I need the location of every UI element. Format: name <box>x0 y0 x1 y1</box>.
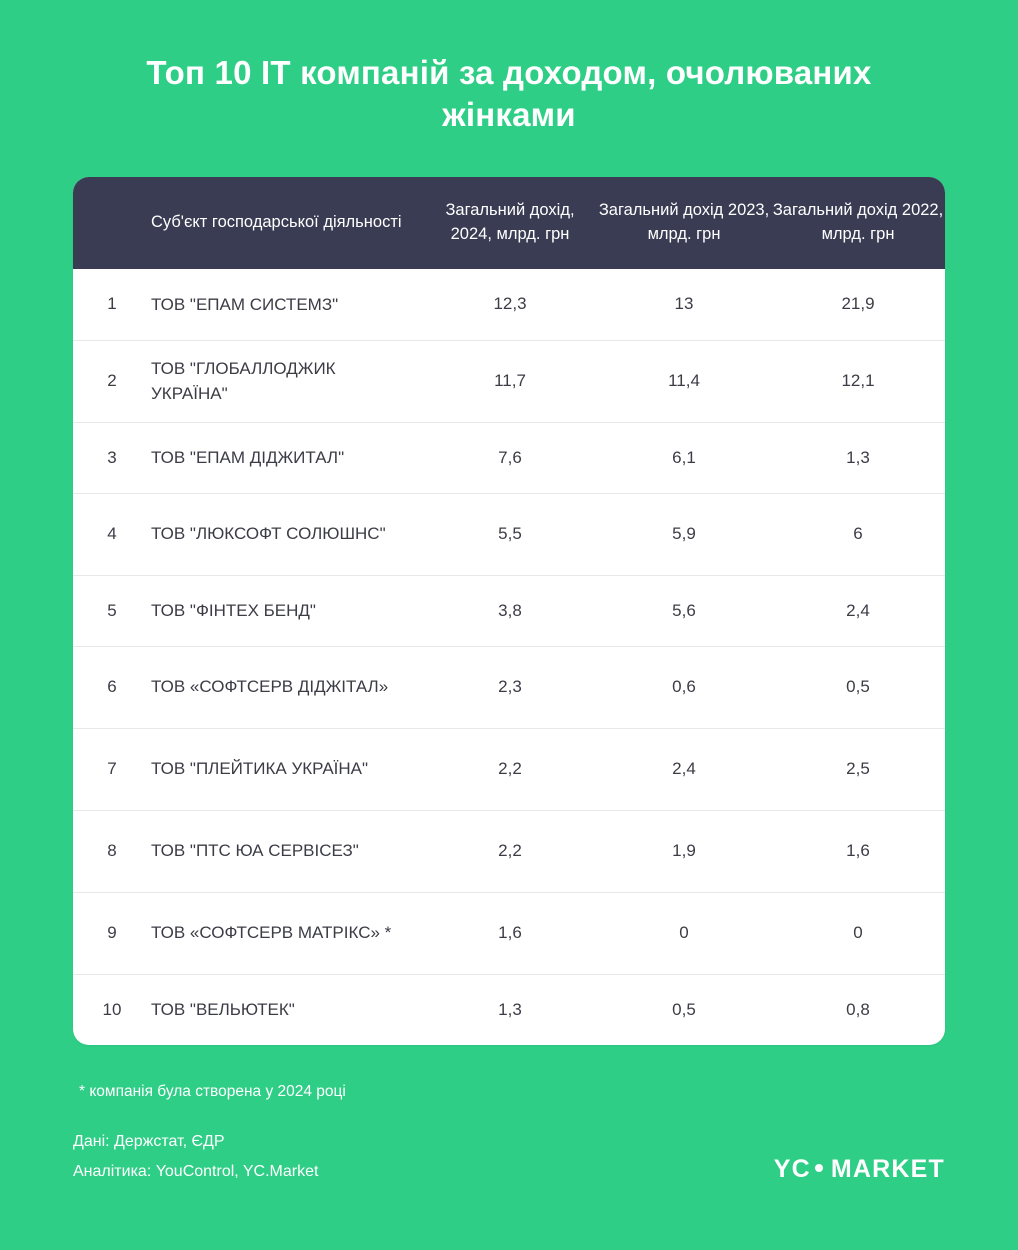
cell-rank: 1 <box>107 294 117 314</box>
cell-2022: 0 <box>853 923 863 942</box>
cell-2023: 0,5 <box>672 999 696 1019</box>
cell-company: ТОВ "ПТС ЮА СЕРВІСЕЗ" <box>151 841 359 861</box>
cell-2024: 12,3 <box>493 294 527 314</box>
table-row <box>73 340 945 422</box>
logo-dot-icon <box>815 1164 823 1172</box>
page-title: Топ 10 ІТ компаній за доходом, очолюваних жінками <box>146 54 872 133</box>
footer <box>73 1127 945 1186</box>
cell-2023: 2,4 <box>672 759 696 778</box>
cell-2023: 0,6 <box>672 677 696 696</box>
column-header-2024: Загальний дохід, 2024, млрд. грн <box>445 201 575 244</box>
cell-rank: 3 <box>107 447 117 467</box>
column-header-company: Суб'єкт господарської діяльності <box>151 213 402 232</box>
cell-rank: 5 <box>107 600 117 620</box>
source-data: Дані: Держстат, ЄДР <box>73 1133 225 1150</box>
cell-2024: 3,8 <box>498 600 522 620</box>
cell-2024: 7,6 <box>498 447 522 467</box>
cell-2023: 1,9 <box>672 841 696 860</box>
source-analytics: Аналітика: YouControl, YC.Market <box>73 1162 319 1180</box>
cell-2024: 1,6 <box>498 923 522 942</box>
cell-2024: 5,5 <box>498 524 522 543</box>
ranking-table-card <box>73 177 945 1045</box>
table-footnote: * компанія була створена у 2024 році <box>79 1083 346 1100</box>
cell-2023: 13 <box>674 294 694 314</box>
cell-2024: 1,3 <box>498 999 522 1019</box>
cell-2023: 5,6 <box>672 600 696 620</box>
ranking-table <box>73 177 945 1045</box>
table-header-row <box>73 177 945 269</box>
table-row <box>73 646 945 728</box>
cell-2022: 12,1 <box>841 371 875 390</box>
column-header-rank <box>73 177 151 269</box>
table-body <box>73 269 945 1045</box>
cell-company: ТОВ "ГЛОБАЛЛОДЖИК УКРАЇНА" <box>151 358 336 403</box>
table-header <box>73 177 945 269</box>
cell-rank: 6 <box>107 677 117 696</box>
cell-2024: 2,3 <box>498 677 522 696</box>
logo-market: MARKET <box>830 1155 945 1184</box>
cell-company: ТОВ "ПЛЕЙТИКА УКРАЇНА" <box>151 759 369 779</box>
cell-2023: 5,9 <box>672 524 696 543</box>
cell-2024: 11,7 <box>494 371 526 390</box>
sources-block <box>73 1127 318 1186</box>
table-row <box>73 493 945 575</box>
cell-2022: 0,8 <box>846 999 870 1019</box>
cell-rank: 7 <box>107 759 117 778</box>
table-row <box>73 974 945 1045</box>
cell-2022: 0,5 <box>846 677 870 696</box>
cell-rank: 9 <box>107 923 117 942</box>
cell-2022: 21,9 <box>841 294 875 314</box>
column-header-2023: Загальний дохід 2023, млрд. грн <box>598 201 770 244</box>
cell-company: ТОВ «СОФТСЕРВ МАТРІКС» * <box>151 923 392 943</box>
cell-rank: 2 <box>107 371 117 390</box>
cell-rank: 10 <box>102 999 122 1019</box>
table-row <box>73 269 945 340</box>
cell-2023: 6,1 <box>672 447 696 467</box>
table-row <box>73 892 945 974</box>
cell-2024: 2,2 <box>498 841 522 860</box>
cell-2022: 2,4 <box>846 600 870 620</box>
cell-company: ТОВ "ЛЮКСОФТ СОЛЮШНС" <box>151 524 386 544</box>
cell-2024: 2,2 <box>498 759 522 778</box>
cell-rank: 8 <box>107 841 117 860</box>
cell-company: ТОВ "ВЕЛЬЮТЕК" <box>151 1000 295 1019</box>
cell-2023: 0 <box>679 923 689 942</box>
cell-2022: 6 <box>853 524 863 543</box>
cell-2022: 1,6 <box>846 841 870 860</box>
table-row <box>73 810 945 892</box>
column-header-2022: Загальний дохід 2022, млрд. грн <box>772 201 944 244</box>
cell-2023: 11,4 <box>668 371 700 390</box>
cell-rank: 4 <box>107 524 117 543</box>
yc-market-logo <box>774 1155 945 1186</box>
cell-company: ТОВ "ФІНТЕХ БЕНД" <box>151 600 316 620</box>
table-row <box>73 422 945 493</box>
cell-company: ТОВ "ЕПАМ ДІДЖИТАЛ" <box>151 447 345 467</box>
cell-2022: 2,5 <box>846 759 870 778</box>
logo-yc: YC <box>773 1155 811 1184</box>
cell-company: ТОВ "ЕПАМ СИСТЕМЗ" <box>151 294 339 314</box>
table-row <box>73 575 945 646</box>
cell-company: ТОВ «СОФТСЕРВ ДІДЖІТАЛ» <box>151 677 389 697</box>
table-row <box>73 728 945 810</box>
cell-2022: 1,3 <box>846 447 870 467</box>
